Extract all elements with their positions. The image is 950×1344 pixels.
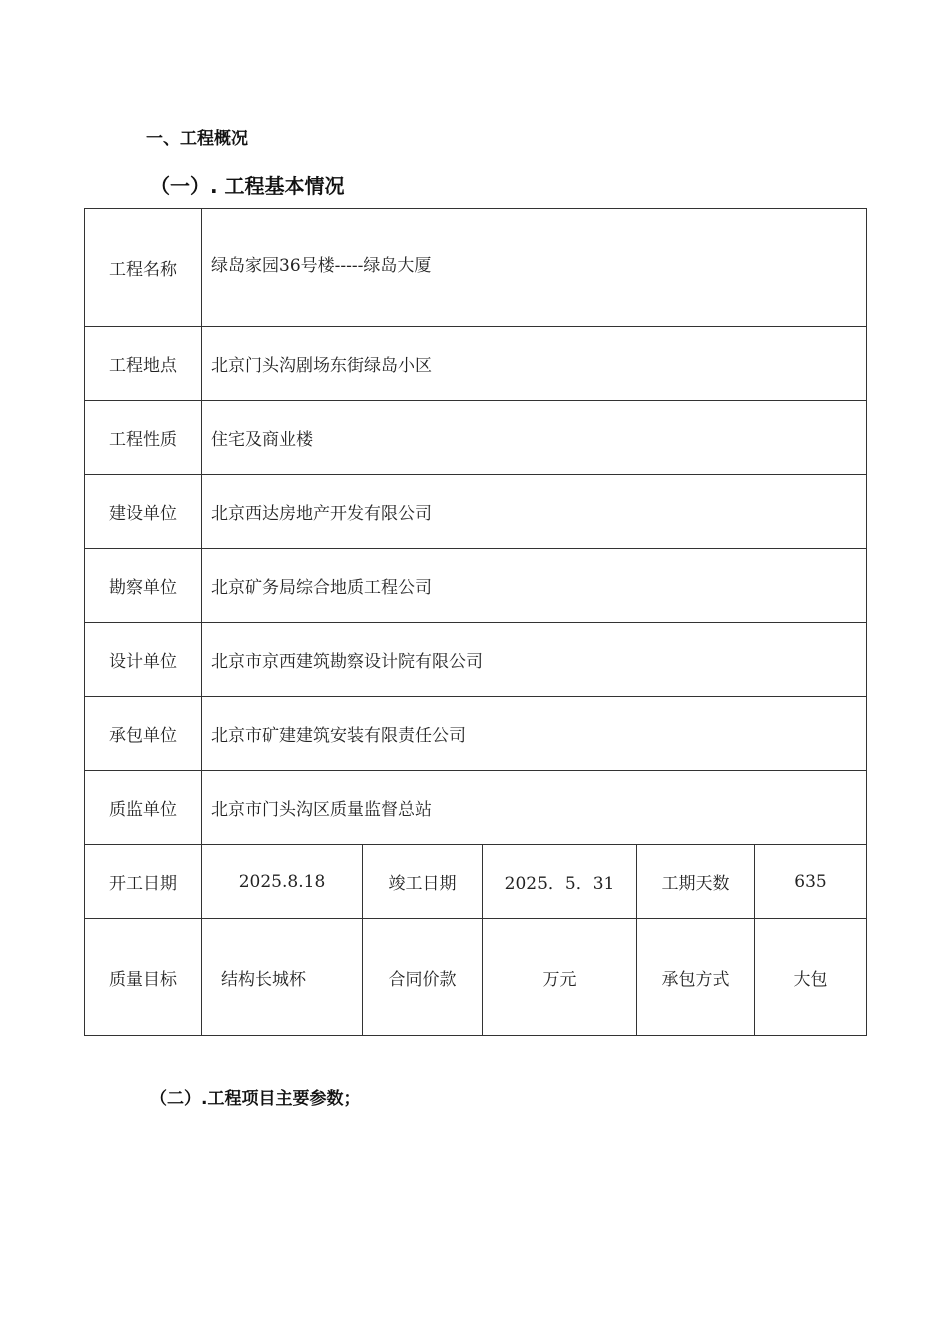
contract-mode-value: 大包 (755, 919, 867, 1036)
duration-label: 工期天数 (637, 845, 755, 919)
table-row (85, 549, 867, 623)
supervision-label: 质监单位 (85, 771, 202, 845)
survey-unit-value: 北京矿务局综合地质工程公司 (202, 549, 867, 623)
end-date-label: 竣工日期 (363, 845, 483, 919)
table-row (85, 475, 867, 549)
table-row (85, 697, 867, 771)
project-location-value: 北京门头沟剧场东街绿岛小区 (202, 327, 867, 401)
subsection-heading-2: （二）.工程项目主要参数； (150, 1089, 361, 1109)
start-date-value: 2025.8.18 (202, 845, 363, 919)
table-row (85, 919, 867, 1036)
contract-price-value: 万元 (483, 919, 637, 1036)
subsection-heading: （一）. 工程基本情况 (150, 174, 345, 198)
contractor-value: 北京市矿建建筑安装有限责任公司 (202, 697, 867, 771)
project-nature-value: 住宅及商业楼 (202, 401, 867, 475)
project-nature-label: 工程性质 (85, 401, 202, 475)
quality-target-label: 质量目标 (85, 919, 202, 1036)
quality-target-value: 结构长城杯 (202, 919, 363, 1036)
table-row (85, 401, 867, 475)
owner-value: 北京西达房地产开发有限公司 (202, 475, 867, 549)
design-unit-value: 北京市京西建筑勘察设计院有限公司 (202, 623, 867, 697)
project-name-value: 绿岛家园36号楼-----绿岛大厦 (202, 209, 867, 327)
project-info-table (84, 208, 867, 1036)
start-date-label: 开工日期 (85, 845, 202, 919)
table-row (85, 327, 867, 401)
table-row (85, 771, 867, 845)
survey-unit-label: 勘察单位 (85, 549, 202, 623)
contract-mode-label: 承包方式 (637, 919, 755, 1036)
table-row (85, 845, 867, 919)
owner-label: 建设单位 (85, 475, 202, 549)
supervision-value: 北京市门头沟区质量监督总站 (202, 771, 867, 845)
contract-price-label: 合同价款 (363, 919, 483, 1036)
duration-value: 635 (755, 845, 867, 919)
project-location-label: 工程地点 (85, 327, 202, 401)
table-row (85, 209, 867, 327)
contractor-label: 承包单位 (85, 697, 202, 771)
design-unit-label: 设计单位 (85, 623, 202, 697)
end-date-value: 2025．5．31 (483, 845, 637, 919)
section-heading: 一、工程概况 (146, 129, 248, 149)
project-name-label: 工程名称 (85, 209, 202, 327)
table-row (85, 623, 867, 697)
